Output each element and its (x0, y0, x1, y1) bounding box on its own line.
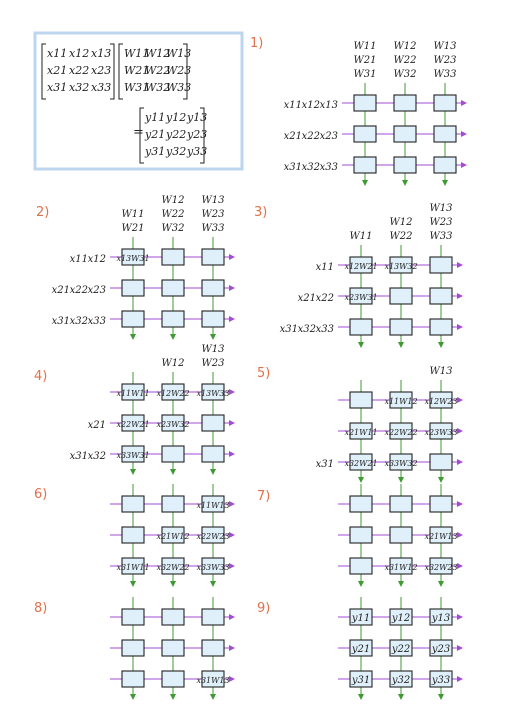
pe-cell (202, 415, 224, 431)
input-label: x22 (315, 293, 334, 304)
w-matrix-entry: W33 (166, 81, 192, 94)
pe-cell-value: x23W33 (424, 428, 458, 437)
pe-cell-value: x22W22 (384, 428, 418, 437)
step-5 (257, 366, 462, 482)
y-matrix (140, 108, 207, 163)
w-matrix-entry: W11 (124, 47, 150, 60)
pe-cell (394, 157, 416, 173)
pe-cell-value: x23W31 (344, 293, 378, 302)
step-8 (34, 597, 234, 699)
pe-cell (122, 527, 144, 543)
input-label: x23 (87, 285, 106, 296)
pe-cell (430, 496, 452, 512)
pe-cell-value: x33W31 (116, 451, 150, 460)
pe-cell-value: x32W21 (344, 459, 378, 468)
y-matrix-entry: y11 (145, 111, 166, 124)
pe-cell-value: x11W12 (384, 397, 418, 406)
step-6 (34, 484, 234, 586)
input-label: x11 (69, 254, 88, 265)
weight-label: W23 (201, 358, 225, 369)
pe-cell-value: x21W12 (156, 532, 190, 541)
pe-cell (162, 609, 184, 625)
weight-label: W13 (201, 344, 225, 355)
weight-label: W12 (161, 195, 185, 206)
step-7 (257, 484, 462, 586)
pe-cell (202, 311, 224, 327)
pe-cell (434, 157, 456, 173)
weight-label: W22 (389, 231, 413, 242)
weight-label: W32 (393, 69, 417, 80)
w-matrix-entry: W21 (124, 64, 150, 77)
weight-label: W32 (161, 223, 185, 234)
step-4 (34, 344, 234, 474)
input-label: x31 (283, 162, 302, 173)
equation-panel (35, 33, 242, 169)
step-number: 5) (257, 366, 271, 381)
input-label: x22 (301, 131, 320, 142)
pe-cell (122, 609, 144, 625)
input-label: x32 (297, 324, 316, 335)
pe-cell-value: x13W31 (116, 254, 150, 263)
pe-cell (434, 126, 456, 142)
pe-cell-value: y22 (391, 644, 411, 655)
weight-label: W11 (353, 41, 377, 52)
pe-cell (354, 95, 376, 111)
y-matrix-entry: y13 (187, 111, 208, 124)
step-number: 2) (36, 205, 50, 220)
weight-label: W33 (201, 223, 225, 234)
input-label: x11 (283, 100, 302, 111)
pe-cell (430, 288, 452, 304)
pe-cell-value: x21W13 (424, 532, 458, 541)
weight-label: W11 (121, 209, 145, 220)
pe-cell (202, 640, 224, 656)
input-label: x32 (87, 451, 106, 462)
y-matrix-entry: y22 (166, 128, 187, 141)
pe-cell (202, 609, 224, 625)
pe-cell-value: x12W21 (344, 262, 378, 271)
pe-cell-value: y11 (351, 613, 371, 624)
step-2 (36, 195, 234, 339)
pe-cell (202, 446, 224, 462)
input-label: x31 (69, 451, 88, 462)
pe-cell (162, 249, 184, 265)
input-label: x21 (87, 420, 106, 431)
weight-label: W33 (433, 69, 457, 80)
y-matrix-entry: y33 (187, 145, 208, 158)
input-label: x12 (87, 254, 106, 265)
pe-cell (390, 288, 412, 304)
pe-cell (350, 496, 372, 512)
input-label: x23 (319, 131, 338, 142)
x-matrix-entry: x13 (91, 47, 112, 60)
step-3 (254, 203, 462, 347)
input-label: x22 (69, 285, 88, 296)
pe-cell (122, 280, 144, 296)
step-number: 9) (257, 601, 271, 616)
input-label: x11 (315, 262, 334, 273)
pe-cell (350, 392, 372, 408)
pe-cell (390, 527, 412, 543)
input-label: x31 (315, 459, 334, 470)
pe-cell-value: y31 (351, 675, 371, 686)
input-label: x13 (319, 100, 338, 111)
pe-cell (430, 319, 452, 335)
w-matrix-entry: W13 (166, 47, 192, 60)
pe-cell-value: y32 (391, 675, 411, 686)
pe-cell (122, 311, 144, 327)
pe-cell-value: x21W11 (344, 428, 378, 437)
step-number: 8) (34, 601, 48, 616)
y-matrix-entry: y23 (187, 128, 208, 141)
pe-cell-value: x32W23 (424, 563, 458, 572)
input-label: x32 (301, 162, 320, 173)
pe-cell (162, 640, 184, 656)
pe-cell (390, 496, 412, 512)
step-9 (257, 597, 462, 699)
pe-cell-value: x31W12 (384, 563, 418, 572)
step-number: 3) (254, 205, 268, 220)
pe-cell (122, 671, 144, 687)
input-label: x32 (69, 316, 88, 327)
y-matrix-entry: y12 (166, 111, 187, 124)
pe-cell (430, 454, 452, 470)
pe-cell-value: x12W23 (424, 397, 458, 406)
step-number: 6) (34, 487, 48, 502)
pe-cell-value: x11W11 (116, 389, 150, 398)
pe-cell (394, 126, 416, 142)
step-number: 4) (34, 369, 48, 384)
pe-cell-value: x31W11 (116, 563, 150, 572)
pe-cell (122, 496, 144, 512)
weight-label: W13 (429, 366, 453, 377)
pe-cell-value: x32W22 (156, 563, 190, 572)
y-matrix-entry: y31 (145, 145, 166, 158)
weight-label: W12 (389, 217, 413, 228)
weight-label: W21 (353, 55, 377, 66)
pe-cell (202, 249, 224, 265)
pe-cell (202, 280, 224, 296)
input-label: x12 (301, 100, 320, 111)
y-matrix-entry: y32 (166, 145, 187, 158)
pe-cell (162, 496, 184, 512)
input-label: x21 (283, 131, 302, 142)
x-matrix-entry: x32 (69, 81, 90, 94)
w-matrix (119, 44, 191, 99)
y-matrix-entry: y21 (145, 128, 166, 141)
pe-cell-value: x33W32 (384, 459, 418, 468)
pe-cell-value: x11W13 (196, 501, 230, 510)
x-matrix-entry: x22 (69, 64, 90, 77)
w-matrix-entry: W22 (145, 64, 171, 77)
weight-label: W13 (429, 203, 453, 214)
weight-label: W13 (433, 41, 457, 52)
weight-label: W23 (429, 217, 453, 228)
x-matrix (42, 44, 114, 99)
pe-cell-value: x31W13 (196, 676, 230, 685)
pe-cell (162, 311, 184, 327)
pe-cell-value: y21 (351, 644, 371, 655)
x-matrix-entry: x23 (91, 64, 112, 77)
x-matrix-entry: x33 (91, 81, 112, 94)
weight-label: W21 (121, 223, 145, 234)
weight-label: W22 (161, 209, 185, 220)
pe-cell (162, 671, 184, 687)
input-label: x33 (87, 316, 106, 327)
weight-label: W23 (433, 55, 457, 66)
x-matrix-entry: x21 (47, 64, 68, 77)
input-label: x31 (279, 324, 298, 335)
pe-cell-value: x12W22 (156, 389, 190, 398)
step-1 (250, 36, 466, 185)
pe-cell-value: y23 (431, 644, 451, 655)
x-matrix-entry: x11 (47, 47, 68, 60)
step-number: 7) (257, 489, 271, 504)
weight-label: W12 (161, 358, 185, 369)
pe-cell (162, 446, 184, 462)
pe-cell-value: x13W32 (384, 262, 418, 271)
step-number: 1) (250, 36, 264, 51)
x-matrix-entry: x31 (47, 81, 68, 94)
pe-cell-value: x23W32 (156, 420, 190, 429)
pe-cell-value: y33 (431, 675, 451, 686)
input-label: x33 (315, 324, 334, 335)
input-label: x31 (51, 316, 70, 327)
input-label: x33 (319, 162, 338, 173)
pe-cell (354, 157, 376, 173)
input-label: x21 (297, 293, 316, 304)
w-matrix-entry: W12 (145, 47, 171, 60)
w-matrix-entry: W32 (145, 81, 171, 94)
pe-cell (390, 319, 412, 335)
pe-cell (122, 640, 144, 656)
weight-label: W11 (349, 231, 373, 242)
w-matrix-entry: W23 (166, 64, 192, 77)
pe-cell (354, 126, 376, 142)
pe-cell-value: y12 (391, 613, 411, 624)
pe-cell (162, 280, 184, 296)
pe-cell-value: x13W33 (196, 389, 230, 398)
w-matrix-entry: W31 (124, 81, 150, 94)
weight-label: W33 (429, 231, 453, 242)
weight-label: W31 (353, 69, 377, 80)
equals-sign: = (133, 125, 144, 140)
pe-cell (350, 527, 372, 543)
pe-cell (394, 95, 416, 111)
x-matrix-entry: x12 (69, 47, 90, 60)
pe-cell-value: x22W21 (116, 420, 150, 429)
weight-label: W23 (201, 209, 225, 220)
pe-cell (350, 558, 372, 574)
input-label: x21 (51, 285, 70, 296)
pe-cell-value: x33W33 (196, 563, 230, 572)
pe-cell (430, 257, 452, 273)
weight-label: W12 (393, 41, 417, 52)
pe-cell-value: y13 (431, 613, 451, 624)
weight-label: W13 (201, 195, 225, 206)
pe-cell-value: x22W23 (196, 532, 230, 541)
pe-cell (434, 95, 456, 111)
pe-cell (350, 319, 372, 335)
weight-label: W22 (393, 55, 417, 66)
